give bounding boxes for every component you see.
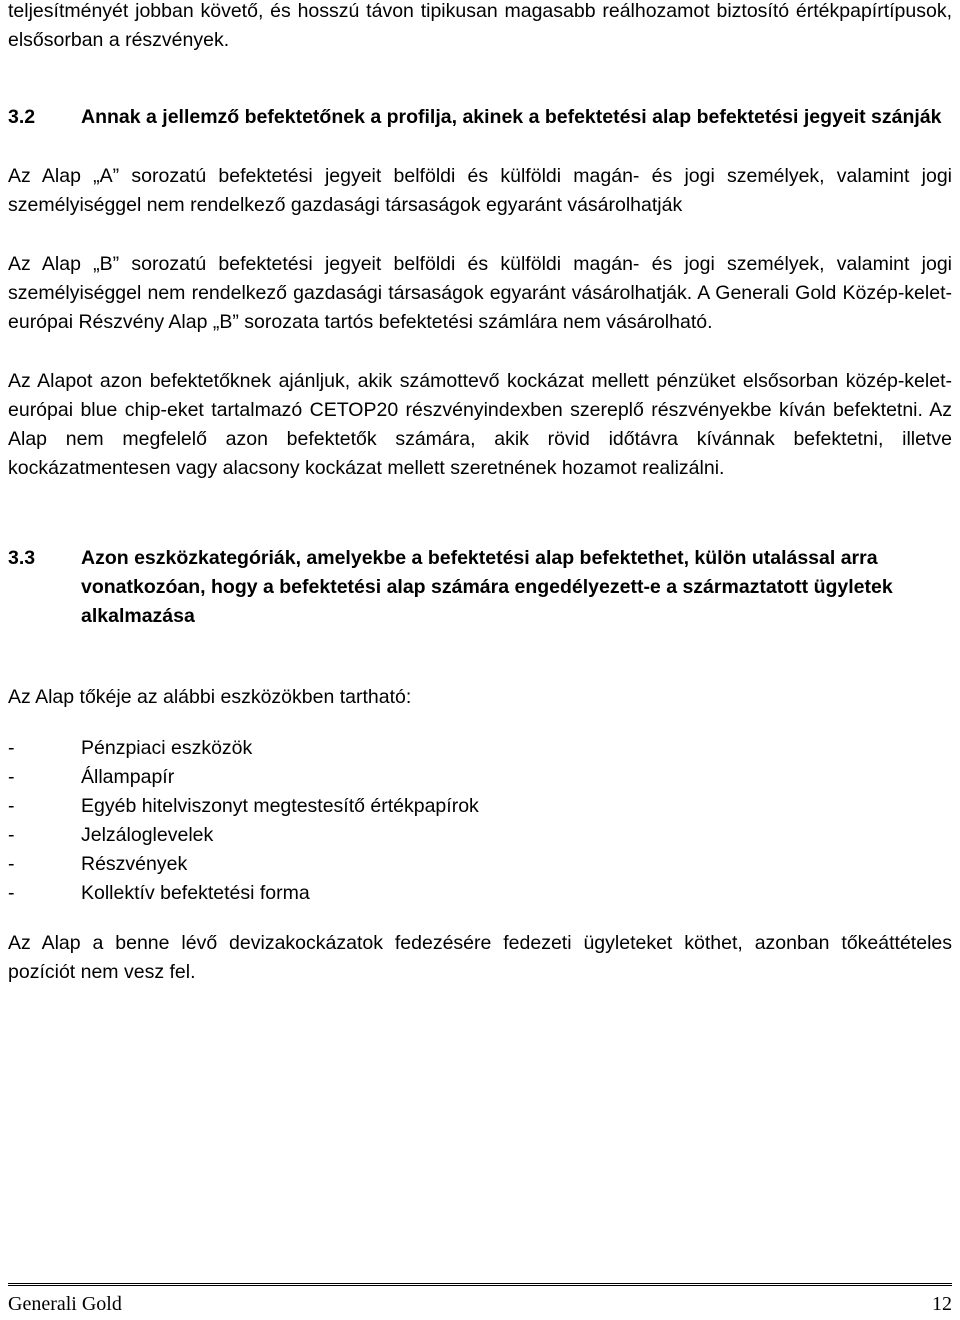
list-item-text: Jelzáloglevelek [81, 824, 214, 846]
list-dash: - [8, 766, 15, 788]
list-item [8, 879, 952, 908]
list-dash: - [8, 853, 15, 875]
list-item [8, 763, 952, 792]
intro-paragraph: teljesítményét jobban követő, és hosszú távon tipikusan magasabb reálhozamot biztosító értékpapírtípusok, elsősorban a részvények. [8, 0, 952, 51]
target-investor-paragraph: Az Alapot azon befektetőknek ajánljuk, akik számottevő kockázat mellett pénzüket elsősorban közép-kelet-európai blue chip-eket tartalmazó CETOP20 részvényindexben szereplő részvényekbe kíván befektetni. Az Alap nem megfelelő azon befektetők számára, akik rövid időtávra kívánnak befektetni, illetve kockázatmentesen vagy alacsony kockázat mellett szeretnének hozamot realizálni. [8, 370, 952, 479]
section-3-3-heading [8, 544, 952, 631]
hedging-paragraph: Az Alap a benne lévő devizakockázatok fedezésére fedezeti ügyleteket köthet, azonban tőkeáttételes pozíciót nem vesz fel. [8, 932, 952, 983]
section-3-2-heading [8, 103, 952, 132]
list-item-text: Pénzpiaci eszközök [81, 737, 253, 759]
section-3-3-number: 3.3 [8, 547, 36, 569]
series-b-paragraph: Az Alap „B” sorozatú befektetési jegyeit belföldi és külföldi magán- és jogi személyek, valamint jogi személyiséggel nem rendelkező gazdasági társaságok egyaránt vásárolhatják. A Generali Gold Közép-kelet-európai Részvény Alap „B” sorozata tartós befektetési számlára nem vásárolható. [8, 253, 952, 333]
list-item-text: Egyéb hitelviszonyt megtestesítő értékpapírok [81, 795, 479, 817]
page-footer [8, 1283, 952, 1316]
list-item [8, 821, 952, 850]
asset-class-list [8, 734, 952, 908]
series-a-paragraph: Az Alap „A” sorozatú befektetési jegyeit belföldi és külföldi magán- és jogi személyek, valamint jogi személyiséggel nem rendelkező gazdasági társaságok egyaránt vásárolhatják [8, 165, 952, 216]
asset-list-lead: Az Alap tőkéje az alábbi eszközökben tartható: [8, 686, 412, 708]
list-dash: - [8, 737, 15, 759]
section-3-2-title: Annak a jellemző befektetőnek a profilja, akinek a befektetési alap befektetési jegyeit szánják [81, 106, 942, 128]
list-dash: - [8, 824, 15, 846]
section-3-2-number: 3.2 [8, 106, 36, 128]
footer-fund-name: Generali Gold [8, 1293, 122, 1315]
list-dash: - [8, 882, 15, 904]
footer-page-number: 12 [932, 1293, 952, 1315]
list-item [8, 792, 952, 821]
list-item [8, 734, 952, 763]
list-item-text: Részvények [81, 853, 188, 875]
list-item-text: Kollektív befektetési forma [81, 882, 310, 904]
list-item [8, 850, 952, 879]
list-item-text: Állampapír [81, 766, 175, 788]
list-dash: - [8, 795, 15, 817]
section-3-3-title: Azon eszközkategóriák, amelyekbe a befektetési alap befektethet, külön utalással arra vonatkozóan, hogy a befektetési alap számára engedélyezett-e a származtatott ügyletek alkalmazása [81, 547, 893, 627]
document-page [8, 0, 952, 987]
